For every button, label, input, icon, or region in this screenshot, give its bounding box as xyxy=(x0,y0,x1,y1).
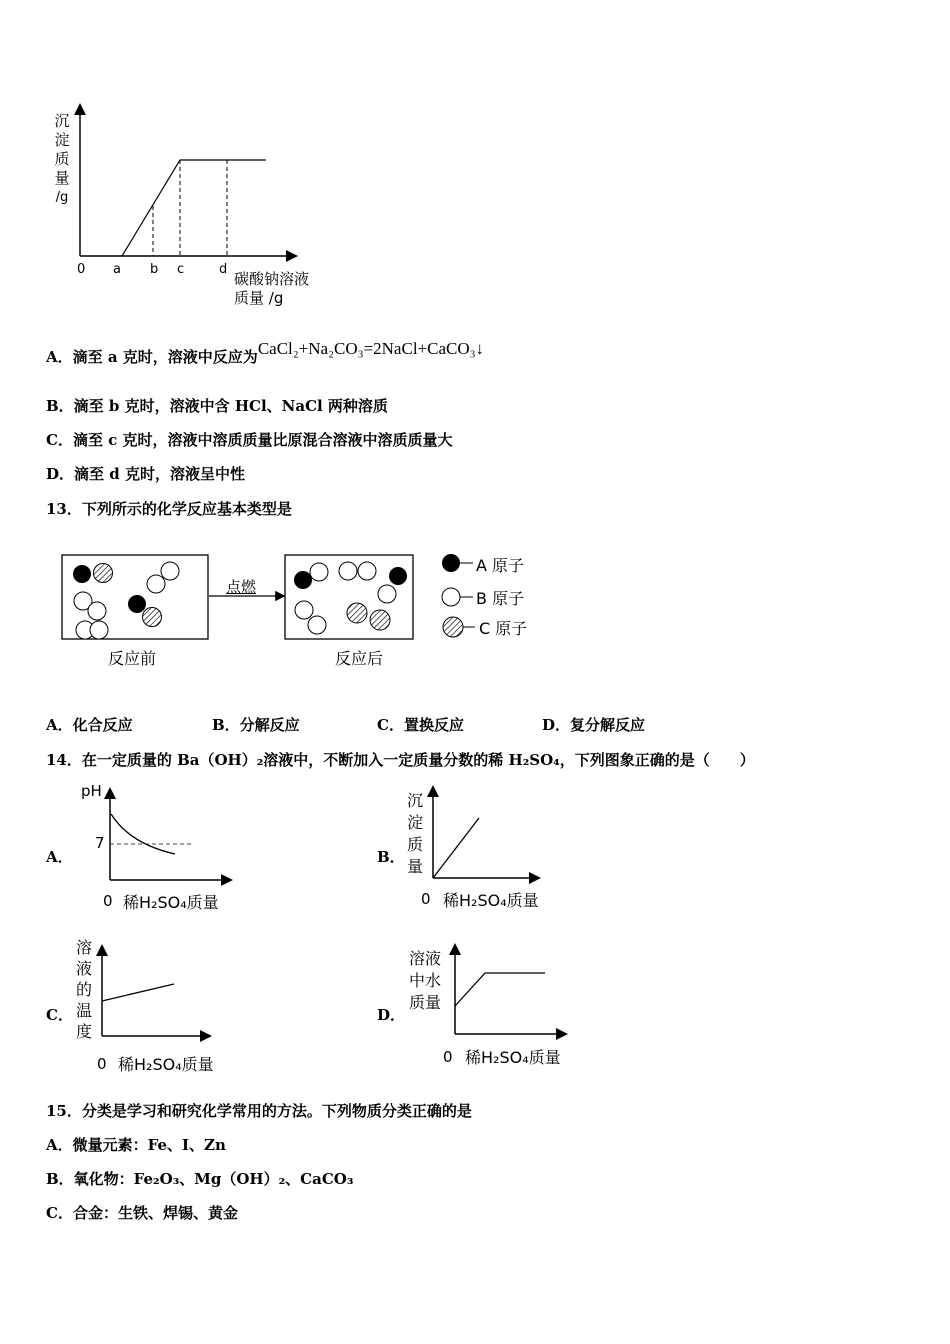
graph-c-y1: 液 xyxy=(76,959,93,978)
b-atom xyxy=(295,601,313,619)
c-atom xyxy=(143,608,162,627)
graph-b-zero: 0 xyxy=(421,890,431,908)
q12-option-b: B．滴至 b 克时，溶液中含 HCl、NaCl 两种溶质 xyxy=(46,397,388,415)
graph-d-xlabel: 稀H₂SO₄质量 xyxy=(465,1048,561,1067)
q13-option-a: A．化合反应 xyxy=(46,716,133,734)
graph-a-xlabel: 稀H₂SO₄质量 xyxy=(123,893,219,912)
graph-b-y2: 质 xyxy=(407,835,424,854)
a-atom xyxy=(294,571,312,589)
q15-stem: 15．分类是学习和研究化学常用的方法。下列物质分类正确的是 xyxy=(46,1102,472,1120)
arrow-label: 点燃 xyxy=(226,578,257,596)
graph-a-tick-7: 7 xyxy=(95,834,105,852)
before-label: 反应前 xyxy=(108,649,157,668)
q14-stem: 14．在一定质量的 Ba（OH）₂溶液中，不断加入一定质量分数的稀 H₂SO₄，下列图象正确的是（ ） xyxy=(46,751,755,769)
x-label-line1: 碳酸钠溶液 xyxy=(234,270,310,288)
tick-b: b xyxy=(150,262,159,277)
precipitate-line xyxy=(433,818,479,878)
graph-b-xlabel: 稀H₂SO₄质量 xyxy=(443,891,539,910)
tick-c: c xyxy=(177,262,185,277)
q15-option-a: A．微量元素：Fe、I、Zn xyxy=(46,1136,226,1154)
q14-graph-d xyxy=(405,938,570,1073)
q12-option-a xyxy=(46,339,485,367)
graph-d-y0: 溶液 xyxy=(409,949,442,968)
graph-b-y3: 量 xyxy=(407,857,424,876)
graph-b-y0: 沉 xyxy=(407,791,424,810)
tick-a: a xyxy=(113,262,121,277)
graph-c-y2: 的 xyxy=(76,980,93,999)
q12-option-c: C．滴至 c 克时，溶液中溶质质量比原混合溶液中溶质质量大 xyxy=(46,431,453,449)
c-atom xyxy=(370,610,390,630)
b-atom xyxy=(358,562,376,580)
c-atom xyxy=(94,564,113,583)
tick-0: 0 xyxy=(77,262,86,277)
b-atom xyxy=(88,602,106,620)
graph-c-xlabel: 稀H₂SO₄质量 xyxy=(118,1055,214,1074)
ph-curve xyxy=(111,814,175,854)
y-label-3: 量 xyxy=(54,169,70,187)
legend-b: B 原子 xyxy=(476,589,525,608)
a-atom xyxy=(389,567,407,585)
graph-a-zero: 0 xyxy=(103,892,113,910)
q12-chart xyxy=(40,100,340,310)
x-label-line2: 质量 /g xyxy=(234,289,284,307)
q14-graph-c xyxy=(72,935,232,1075)
y-label-0: 沉 xyxy=(54,112,70,130)
a-atom xyxy=(73,565,91,583)
q12-equation: CaCl₂+Na₂CO₃=2NaCl+CaCO₃↓ xyxy=(257,339,485,358)
tick-d: d xyxy=(219,262,228,277)
q14-graph-b xyxy=(403,782,563,917)
q13-option-d: D．复分解反应 xyxy=(542,716,646,734)
q14-option-b-label: B． xyxy=(377,848,405,866)
q14-option-c-label: C． xyxy=(46,1006,73,1024)
y-label-2: 质 xyxy=(54,150,70,168)
b-atom xyxy=(339,562,357,580)
q13-stem: 13．下列所示的化学反应基本类型是 xyxy=(46,500,292,518)
c-atom xyxy=(347,603,367,623)
q13-option-b: B．分解反应 xyxy=(212,716,300,734)
q12-option-d: D．滴至 d 克时，溶液呈中性 xyxy=(46,465,245,483)
temperature-line xyxy=(102,984,174,1001)
q14-graph-a xyxy=(75,782,235,917)
b-atom xyxy=(308,616,326,634)
b-atom xyxy=(161,562,179,580)
b-atom xyxy=(147,575,165,593)
y-label-4: /g xyxy=(55,190,69,205)
q12-option-a-text: A．滴至 a 克时，溶液中反应为 xyxy=(46,348,258,366)
legend-a-atom xyxy=(442,554,460,572)
q15-option-b: B．氧化物：Fe₂O₃、Mg（OH）₂、CaCO₃ xyxy=(46,1170,354,1188)
q13-option-c: C．置换反应 xyxy=(377,716,464,734)
graph-d-zero: 0 xyxy=(443,1048,453,1066)
y-label-1: 淀 xyxy=(54,131,70,149)
graph-a-ylabel: pH xyxy=(81,782,102,800)
legend-c-atom xyxy=(443,617,463,637)
precipitate-curve xyxy=(122,160,266,256)
graph-d-y1: 中水 xyxy=(409,971,442,990)
graph-b-y1: 淀 xyxy=(407,813,424,832)
legend-c: C 原子 xyxy=(479,619,528,638)
legend-a: A 原子 xyxy=(476,556,525,575)
q13-diagram xyxy=(55,545,555,675)
q14-option-a-label: A． xyxy=(46,848,73,866)
b-atom xyxy=(378,585,396,603)
graph-c-y0: 溶 xyxy=(76,938,93,957)
water-mass-curve xyxy=(455,973,545,1006)
q14-option-d-label: D． xyxy=(377,1006,406,1024)
b-atom xyxy=(90,621,108,639)
after-label: 反应后 xyxy=(335,649,384,668)
q15-option-c: C．合金：生铁、焊锡、黄金 xyxy=(46,1204,238,1222)
graph-d-y2: 质量 xyxy=(409,993,442,1012)
b-atom xyxy=(310,563,328,581)
graph-c-y3: 温 xyxy=(76,1001,93,1020)
graph-c-zero: 0 xyxy=(97,1055,107,1073)
a-atom xyxy=(128,595,146,613)
graph-c-y4: 度 xyxy=(76,1022,93,1041)
legend-b-atom xyxy=(442,588,460,606)
